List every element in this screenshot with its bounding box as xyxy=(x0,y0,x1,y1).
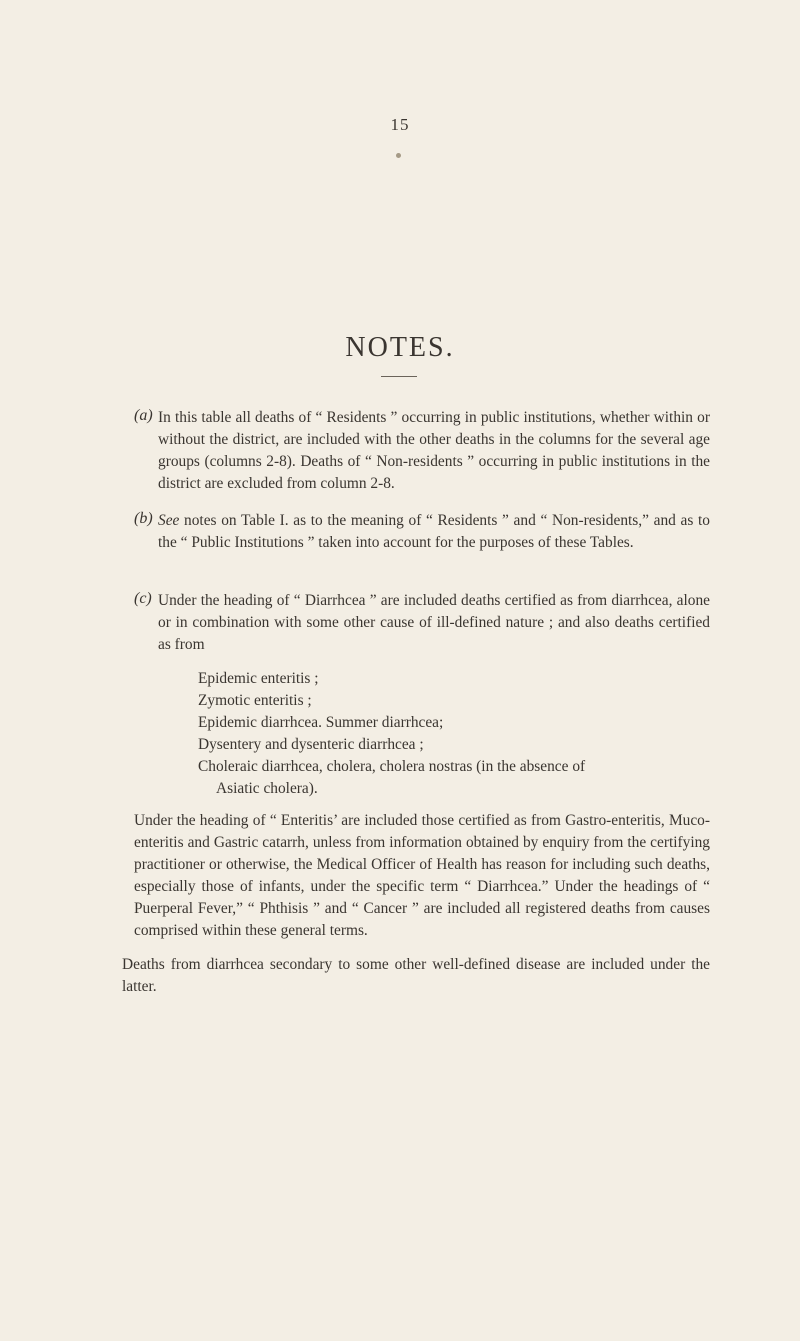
note-c xyxy=(122,590,710,998)
list-item: Choleraic diarrhcea, cholera, cholera nostras (in the absence of xyxy=(198,758,586,775)
note-a xyxy=(158,407,710,495)
list-item: Zymotic enteritis ; xyxy=(198,692,312,709)
title-rule xyxy=(381,376,417,377)
note-c-para1: Under the heading of “ Enteritis’ are included those certified as from Gastro-enteritis, Muco-enteritis and Gastric catarrh, unless from information obtained by enquiry from the certifying practitioner or otherwise, the Medical Officer of Health has reason for including such deaths, especially those of infants, under the specific term “ Diarrhcea.” Under the headings of “ Puerperal Fever,” “ Phthisis ” and “ Cancer ” are included all registered deaths from causes comprised within these general terms. xyxy=(134,812,710,939)
note-a-text: In this table all deaths of “ Residents ” occurring in public institutions, whether within or without the district, are included with the other deaths in the columns for the several age groups (columns 2-8). Deaths of “ Non-residents ” occurring in public institutions in the district are excluded from column 2-8. xyxy=(158,409,710,492)
note-a-letter: (a) xyxy=(134,407,153,424)
note-b-text: notes on Table I. as to the meaning of “ Residents ” and “ Non-residents,” and as to the “ Public Institutions ” taken into account for the purposes of these Tables. xyxy=(158,512,710,551)
list-item: Epidemic diarrhcea. Summer diarrhcea; xyxy=(198,714,444,731)
list-item: Asiatic cholera). xyxy=(216,780,318,797)
note-c-para2: Deaths from diarrhcea secondary to some other well-defined disease are included under the latter. xyxy=(122,956,710,995)
note-c-intro: Under the heading of “ Diarrhcea ” are included deaths certified as from diarrhcea, alone or in combination with some other cause of ill-defined nature ; and also deaths certified as from xyxy=(158,592,710,653)
list-item: Epidemic enteritis ; xyxy=(198,670,319,687)
ink-dot xyxy=(396,153,401,158)
note-c-list xyxy=(198,668,710,800)
note-b-see: See xyxy=(158,512,180,529)
list-item: Dysentery and dysenteric diarrhcea ; xyxy=(198,736,424,753)
note-b-letter: (b) xyxy=(134,510,153,527)
note-c-letter: (c) xyxy=(134,590,152,607)
page-number: 15 xyxy=(390,115,410,134)
note-b xyxy=(158,510,710,554)
page-title: NOTES. xyxy=(345,331,455,363)
